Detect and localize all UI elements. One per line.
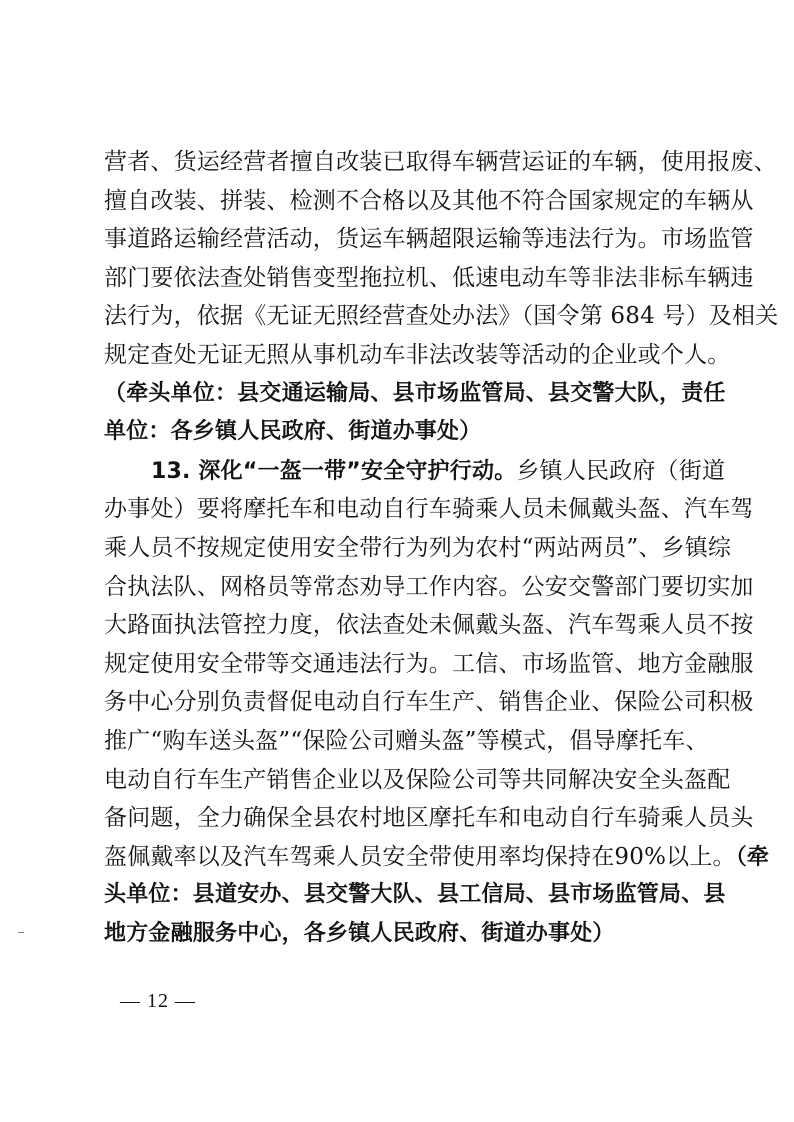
text-line: 大路面执法管控力度，依法查处未佩戴头盔、汽车驾乘人员不按 [104, 612, 754, 639]
section-13-mixed-line [104, 838, 770, 877]
responsibility-note: 单位：各乡镇人民政府、街道办事处） [104, 419, 482, 445]
text-line: 事道路运输经营活动，货运车辆超限运输等违法行为。市场监管 [104, 226, 754, 253]
section-13-text: 盔佩戴率以及汽车驾乘人员安全带使用率均保持在90%以上。 [104, 843, 736, 870]
text-line: 擅自改装、拼装、检测不合格以及其他不符合国家规定的车辆从 [104, 187, 754, 214]
section-13-heading: 13. 深化“一盔一带”安全守护行动。 [151, 458, 517, 484]
responsibility-note: （牵头单位：县交通运输局、县市场监管局、县交警大队，责任 [104, 380, 726, 406]
margin-mark [18, 932, 24, 933]
text-line: 乘人员不按规定使用安全带行为列为农村“两站两员”、乡镇综 [104, 534, 732, 561]
section-13-text: 乡镇人民政府（街道 [516, 457, 726, 484]
text-line: 办事处）要将摩托车和电动自行车骑乘人员未佩戴头盔、汽车驾 [104, 496, 754, 523]
responsibility-note: 头单位：县道安办、县交警大队、县工信局、县市场监管局、县 [104, 882, 726, 908]
text-line: 合执法队、网格员等常态劝导工作内容。公安交警部门要切实加 [104, 573, 754, 600]
responsibility-note: 地方金融服务中心，各乡镇人民政府、街道办事处） [104, 920, 615, 946]
page-number: — 12 — [120, 990, 196, 1012]
text-line: 务中心分别负责督促电动自行车生产、销售企业、保险公司积极 [104, 689, 754, 716]
text-line: 部门要依法查处销售变型拖拉机、低速电动车等非法非标车辆违 [104, 264, 754, 291]
text-line: 推广“购车送头盔”“保险公司赠头盔”等模式，倡导摩托车、 [104, 727, 709, 754]
text-line: 备问题，全力确保全县农村地区摩托车和电动自行车骑乘人员头 [104, 805, 754, 832]
responsibility-note-start: （牵 [735, 844, 770, 870]
text-line: 规定查处无证无照从事机动车非法改装等活动的企业或个人。 [104, 341, 731, 368]
text-line: 规定使用安全带等交通违法行为。工信、市场监管、地方金融服 [104, 650, 754, 677]
section-13-first-line [104, 452, 726, 491]
text-line: 营者、货运经营者擅自改装已取得车辆营运证的车辆，使用报废、 [104, 149, 777, 175]
text-line: 法行为，依据《无证无照经营查处办法》（国令第 684 号）及相关 [104, 303, 779, 330]
text-line: 电动自行车生产销售企业以及保险公司等共同解决安全头盔配 [104, 766, 731, 793]
body-text [104, 143, 779, 953]
